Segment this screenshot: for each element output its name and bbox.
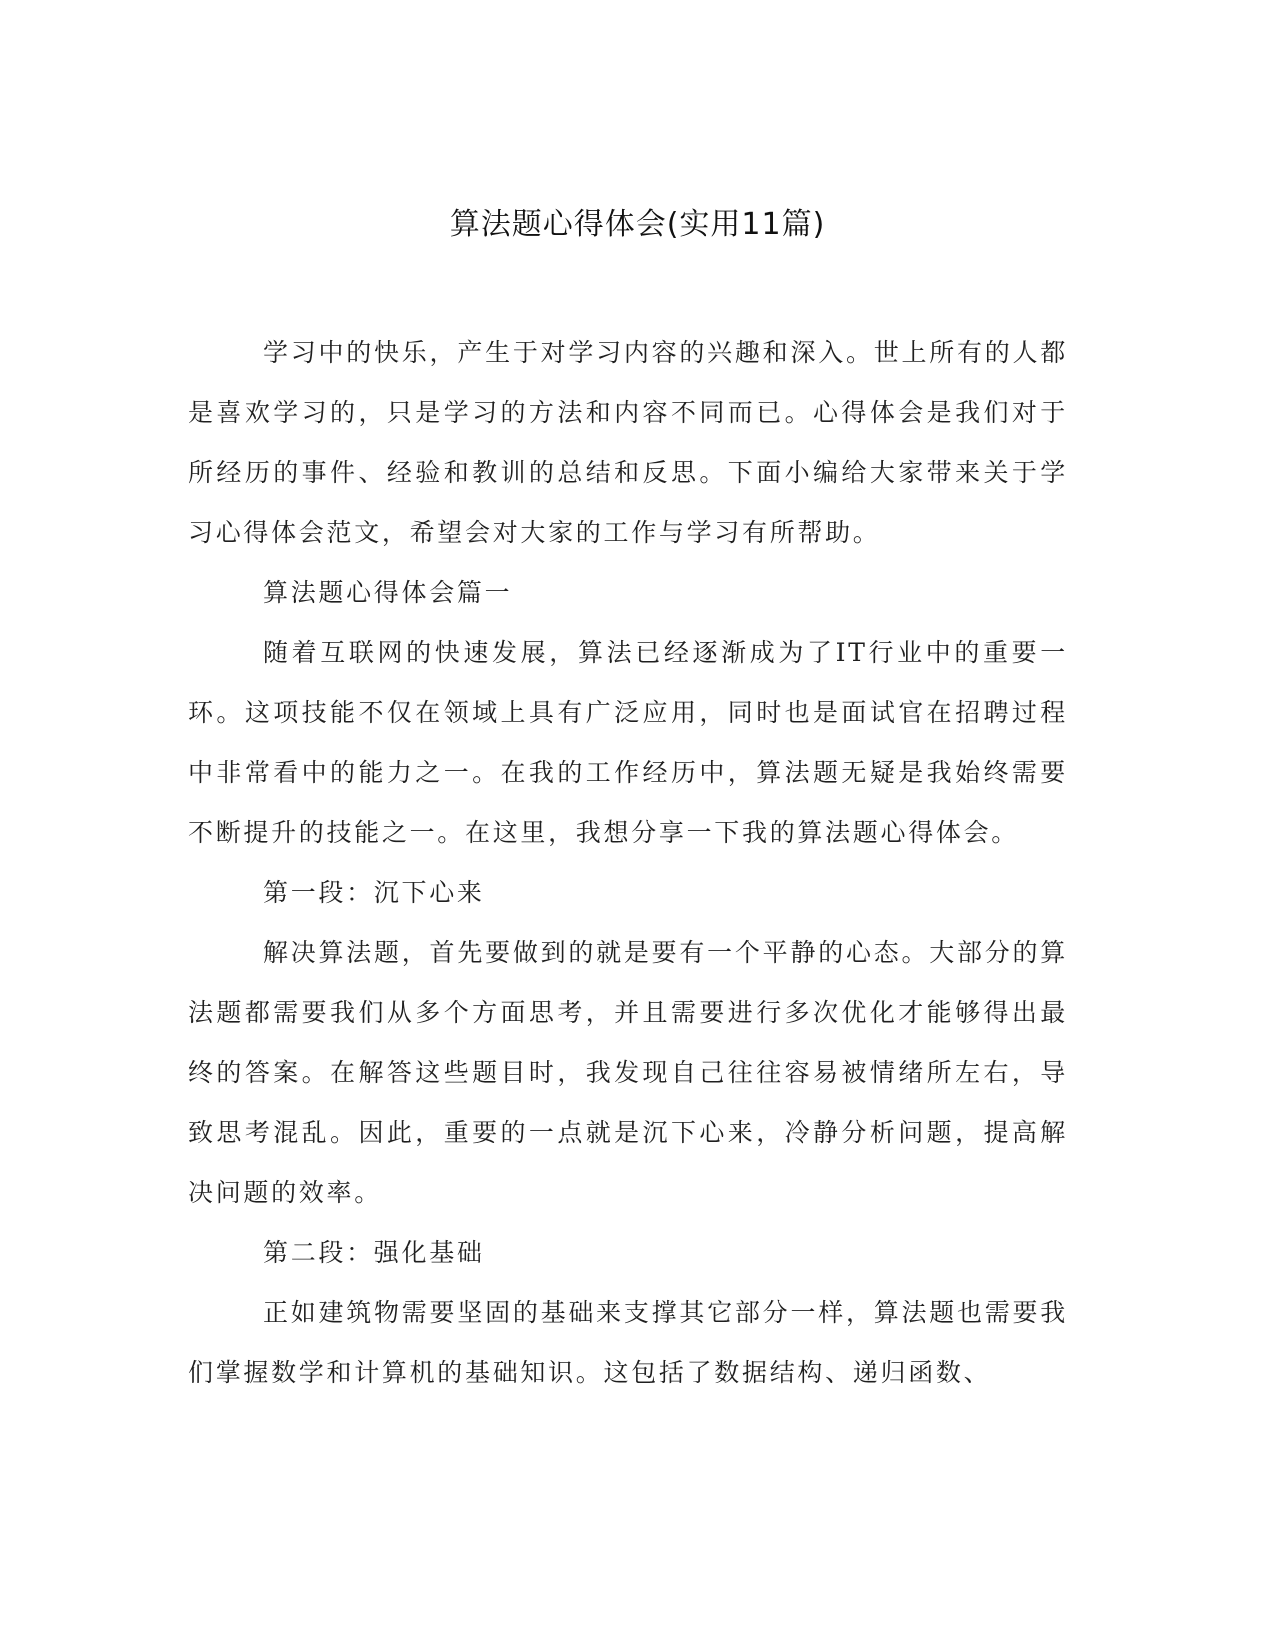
section-heading-stage-one: 第一段：沉下心来 (263, 878, 485, 907)
stage-one-paragraph: 解决算法题，首先要做到的就是要有一个平静的心态。大部分的算法题都需要我们从多个方面思考，并且需要进行多次优化才能够得出最终的答案。在解答这些题目时，我发现自己往往容易被情绪所左右，导致思考混乱。因此，重要的一点就是沉下心来，冷静分析问题，提高解决问题的效率。 (188, 938, 1068, 1207)
intro-paragraph: 学习中的快乐，产生于对学习内容的兴趣和深入。世上所有的人都是喜欢学习的，只是学习的方法和内容不同而已。心得体会是我们对于所经历的事件、经验和教训的总结和反思。下面小编给大家带来关于学习心得体会范文，希望会对大家的工作与学习有所帮助。 (188, 338, 1068, 547)
part-one-paragraph: 随着互联网的快速发展，算法已经逐渐成为了IT行业中的重要一环。这项技能不仅在领域上具有广泛应用，同时也是面试官在招聘过程中非常看中的能力之一。在我的工作经历中，算法题无疑是我始终需要不断提升的技能之一。在这里，我想分享一下我的算法题心得体会。 (188, 638, 1068, 847)
document-body (188, 323, 1068, 1403)
document-title: 算法题心得体会(实用11篇) (449, 207, 826, 242)
section-heading-stage-two: 第二段：强化基础 (263, 1238, 485, 1267)
section-heading-part-one: 算法题心得体会篇一 (263, 578, 513, 607)
stage-two-paragraph: 正如建筑物需要坚固的基础来支撑其它部分一样，算法题也需要我们掌握数学和计算机的基础知识。这包括了数据结构、递归函数、 (188, 1298, 1068, 1387)
